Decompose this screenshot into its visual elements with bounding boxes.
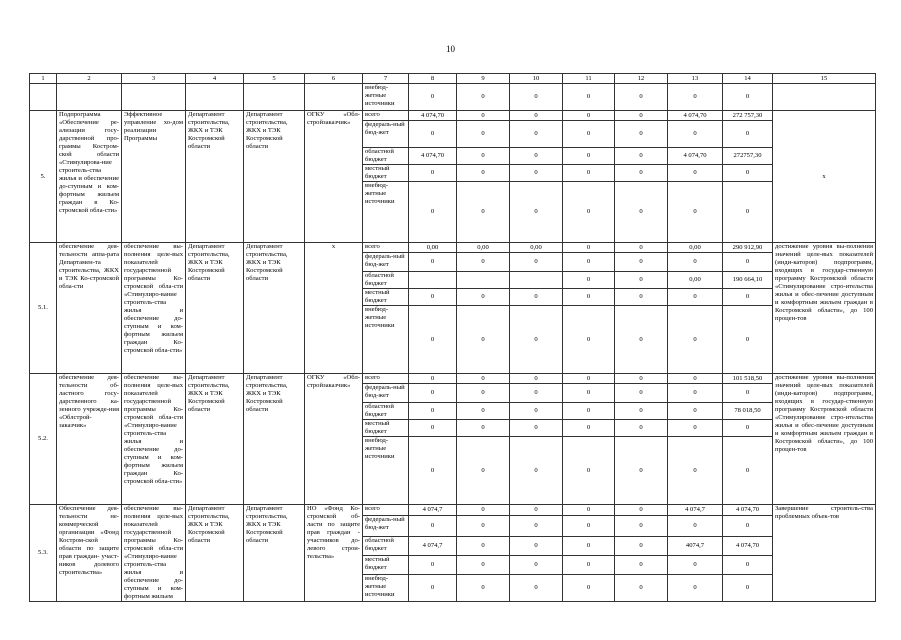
source-label: всего [363, 111, 409, 121]
value-cell: 0 [615, 111, 668, 121]
value-cell [510, 272, 563, 289]
value-cell: 0 [457, 253, 510, 272]
value-cell: 0 [563, 111, 615, 121]
executor: х [305, 243, 363, 374]
table-row [30, 505, 876, 516]
value-cell: 0 [510, 556, 563, 575]
coordinator-2: Департамент строительства, ЖКХ и ТЭК Костромской области [244, 505, 305, 602]
value-cell: 0 [615, 505, 668, 516]
value-cell: 0 [668, 556, 723, 575]
indicator: Эффективное управление хо-дом реализации Программы [122, 111, 186, 243]
source-label: федераль-ный бюд-жет [363, 253, 409, 272]
coordinator-2: Департамент строительства, ЖКХ и ТЭК Костромской области [244, 374, 305, 505]
value-cell: 0 [563, 243, 615, 253]
value-cell: 0 [510, 253, 563, 272]
source-label: областной бюджет [363, 148, 409, 165]
source-label: внебюд-жетные источники [363, 84, 409, 111]
value-cell: 0 [615, 574, 668, 601]
value-cell: 0 [563, 121, 615, 148]
value-cell: 0 [723, 515, 773, 536]
column-header: 14 [723, 74, 773, 84]
value-cell: 0 [409, 574, 457, 601]
coordinator: Департамент строительства, ЖКХ и ТЭК Костромской области [186, 111, 244, 243]
value-cell: 0 [457, 121, 510, 148]
empty-cell [30, 84, 57, 111]
value-cell: 0 [409, 515, 457, 536]
value-cell: 0 [563, 515, 615, 536]
value-cell: 0 [510, 306, 563, 374]
source-label: внебюд-жетные источники [363, 306, 409, 374]
row-id: 5.3. [30, 505, 57, 602]
column-header: 5 [244, 74, 305, 84]
column-header: 11 [563, 74, 615, 84]
value-cell: 0 [615, 165, 668, 182]
value-cell: 0 [615, 420, 668, 437]
value-cell: 0,00 [409, 243, 457, 253]
value-cell: 0 [668, 374, 723, 384]
source-label: внебюд-жетные источники [363, 574, 409, 601]
value-cell: 0 [615, 374, 668, 384]
event-name: обеспечение дея-тельности об-ластного госу-дарственного ка-зенного учрежде-ния «Облстрой-заказчик» [57, 374, 122, 505]
value-cell: 4 074,70 [668, 148, 723, 165]
value-cell: 0 [510, 111, 563, 121]
value-cell: 0 [615, 148, 668, 165]
value-cell: 0 [563, 536, 615, 556]
value-cell: 0 [457, 111, 510, 121]
value-cell: 78 018,50 [723, 403, 773, 420]
value-cell: 0 [615, 536, 668, 556]
event-name: Подпрограмма «Обеспечение ре-ализации госу-дарственной про-граммы Костром-ской области «Стимулирова-ние строитель-ства жилья и обеспечение до-ступным и ком-фортным жильем граждан в Ко-стромской обла-сти» [57, 111, 122, 243]
value-cell: 0 [457, 289, 510, 306]
value-cell: 0 [668, 182, 723, 243]
value-cell: 0 [723, 165, 773, 182]
value-cell: 0 [668, 84, 723, 111]
value-cell: 190 664,10 [723, 272, 773, 289]
column-header: 9 [457, 74, 510, 84]
value-cell: 0 [615, 289, 668, 306]
source-label: областной бюджет [363, 272, 409, 289]
value-cell: 101 518,50 [723, 374, 773, 384]
value-cell: 0 [615, 121, 668, 148]
value-cell: 0 [510, 420, 563, 437]
value-cell: 0 [409, 384, 457, 403]
event-name: обеспечение дея-тельности аппа-рата Департамен-та строительства, ЖКХ и ТЭК Ко-стромской обла-сти [57, 243, 122, 374]
value-cell: 0 [409, 84, 457, 111]
value-cell: 0 [510, 437, 563, 505]
source-label: местный бюджет [363, 556, 409, 575]
empty-cell [186, 84, 244, 111]
value-cell: 0 [668, 306, 723, 374]
value-cell: 0 [409, 403, 457, 420]
value-cell: 4 074,7 [668, 505, 723, 516]
value-cell: 0,00 [668, 272, 723, 289]
value-cell: 0 [563, 306, 615, 374]
executor: ОГКУ «Обл-стройзаказчик» [305, 111, 363, 243]
source-label: местный бюджет [363, 420, 409, 437]
value-cell: 0 [510, 182, 563, 243]
expected-result: х [773, 111, 876, 243]
source-label: федераль-ный бюд-жет [363, 121, 409, 148]
value-cell: 0 [563, 556, 615, 575]
value-cell: 0 [668, 574, 723, 601]
value-cell: 0 [615, 306, 668, 374]
source-label: местный бюджет [363, 289, 409, 306]
value-cell: 0 [723, 574, 773, 601]
row-id: 5. [30, 111, 57, 243]
value-cell: 0 [409, 306, 457, 374]
value-cell: 0 [668, 437, 723, 505]
value-cell: 0 [510, 505, 563, 516]
table-row [30, 111, 876, 121]
value-cell [409, 272, 457, 289]
value-cell: 0 [510, 384, 563, 403]
source-label: всего [363, 243, 409, 253]
value-cell: 0 [615, 515, 668, 536]
value-cell: 0 [723, 182, 773, 243]
value-cell: 0 [615, 182, 668, 243]
empty-cell [773, 84, 876, 111]
indicator: обеспечение вы-полнения целе-вых показателей государственной программы Ко-стромской обла-сти «Стимулиро-вание строитель-ства жилья и обеспечение до-ступным и ком-фортным жильем граждан Ко-стромской обла-сти» [122, 243, 186, 374]
empty-cell [122, 84, 186, 111]
column-header: 4 [186, 74, 244, 84]
value-cell: 0 [563, 165, 615, 182]
table-body [30, 74, 876, 602]
executor: ОГКУ «Обл-стройзаказчик» [305, 374, 363, 505]
coordinator: Департамент строительства, ЖКХ и ТЭК Костромской области [186, 505, 244, 602]
value-cell: 0 [510, 165, 563, 182]
table-row [30, 243, 876, 253]
value-cell [457, 272, 510, 289]
value-cell: 0 [457, 515, 510, 536]
row-id: 5.1. [30, 243, 57, 374]
value-cell: 0 [723, 306, 773, 374]
value-cell: 0 [510, 148, 563, 165]
value-cell: 0 [457, 384, 510, 403]
value-cell: 0,00 [668, 243, 723, 253]
value-cell: 0 [409, 121, 457, 148]
value-cell: 0 [615, 437, 668, 505]
column-header: 2 [57, 74, 122, 84]
value-cell: 0 [563, 148, 615, 165]
source-label: всего [363, 505, 409, 516]
value-cell: 0 [615, 253, 668, 272]
value-cell: 0 [723, 121, 773, 148]
empty-cell [57, 84, 122, 111]
value-cell: 0 [457, 306, 510, 374]
coordinator: Департамент строительства, ЖКХ и ТЭК Костромской области [186, 243, 244, 374]
value-cell: 4 074,7 [409, 536, 457, 556]
value-cell: 4 074,70 [668, 111, 723, 121]
empty-cell [305, 84, 363, 111]
indicator: обеспечение вы-полнения целе-вых показателей государственной программы Ко-стромской обла-сти «Стимулиро-вание строитель-ства жилья и обеспечение до-ступным и ком-фортным жильем [122, 505, 186, 602]
value-cell: 290 912,90 [723, 243, 773, 253]
column-header: 3 [122, 74, 186, 84]
expected-result: достижение уровня вы-полнения значений целе-вых показателей (инди-каторов) подпрограмм, входящих в государ-ственную программу Костромской области «Стимулирование стро-ительства жилья и обес-печение доступным и комфортным жильем граждан в Костромской области», до 100 процен-тов [773, 374, 876, 505]
value-cell: 0 [668, 121, 723, 148]
value-cell: 0 [457, 536, 510, 556]
column-header: 8 [409, 74, 457, 84]
source-label: федераль-ный бюд-жет [363, 515, 409, 536]
column-header: 12 [615, 74, 668, 84]
value-cell: 0 [457, 574, 510, 601]
value-cell: 0 [668, 420, 723, 437]
value-cell: 0 [457, 403, 510, 420]
value-cell: 0 [563, 420, 615, 437]
value-cell: 0 [668, 515, 723, 536]
page-number: 10 [446, 44, 455, 54]
value-cell: 0 [615, 84, 668, 111]
value-cell: 0 [615, 403, 668, 420]
value-cell: 0 [563, 403, 615, 420]
value-cell: 0 [563, 272, 615, 289]
value-cell: 0 [457, 182, 510, 243]
source-label: областной бюджет [363, 536, 409, 556]
value-cell: 0 [457, 374, 510, 384]
value-cell: 0 [563, 505, 615, 516]
budget-table [29, 73, 876, 602]
value-cell: 0 [409, 289, 457, 306]
value-cell: 0 [615, 272, 668, 289]
event-name: Обеспечение дея-тельности не-коммерческой организации «Фонд Костром-ской области по защите прав граждан- участ-ников долевого строительства» [57, 505, 122, 602]
source-label: внебюд-жетные источники [363, 182, 409, 243]
value-cell: 272757,30 [723, 148, 773, 165]
value-cell: 0 [563, 374, 615, 384]
value-cell: 0 [668, 253, 723, 272]
value-cell: 0 [510, 515, 563, 536]
column-header: 6 [305, 74, 363, 84]
executor: НО «Фонд Ко-стромской об-ласти по защите прав граждан - участников до-левого строи-тельства» [305, 505, 363, 602]
value-cell: 0 [668, 165, 723, 182]
value-cell: 0 [457, 148, 510, 165]
coordinator-2: Департамент строительства, ЖКХ и ТЭК Костромской области [244, 243, 305, 374]
value-cell: 0 [510, 84, 563, 111]
value-cell: 272 757,30 [723, 111, 773, 121]
value-cell: 4 074,70 [723, 536, 773, 556]
value-cell: 0 [563, 574, 615, 601]
value-cell: 0 [723, 84, 773, 111]
value-cell: 0 [409, 437, 457, 505]
value-cell: 0 [457, 505, 510, 516]
column-header: 1 [30, 74, 57, 84]
value-cell: 0 [457, 420, 510, 437]
indicator: обеспечение вы-полнения целе-вых показателей государственной программы Ко-стромской обла-сти «Стимулиро-вание строитель-ства жилья и обеспечение до-ступным и ком-фортным жильем граждан Ко-стромской обла-сти» [122, 374, 186, 505]
value-cell: 0,00 [510, 243, 563, 253]
value-cell: 0 [563, 437, 615, 505]
value-cell: 0 [409, 165, 457, 182]
value-cell: 0 [563, 289, 615, 306]
value-cell: 0 [615, 556, 668, 575]
value-cell: 0 [723, 253, 773, 272]
value-cell: 0 [510, 403, 563, 420]
source-label: областной бюджет [363, 403, 409, 420]
value-cell: 4 074,70 [409, 148, 457, 165]
value-cell: 0,00 [457, 243, 510, 253]
value-cell: 0 [409, 374, 457, 384]
column-header: 15 [773, 74, 876, 84]
coordinator: Департамент строительства, ЖКХ и ТЭК Костромской области [186, 374, 244, 505]
value-cell: 4 074,70 [723, 505, 773, 516]
value-cell: 0 [457, 84, 510, 111]
value-cell: 0 [510, 121, 563, 148]
value-cell: 0 [668, 403, 723, 420]
value-cell: 4 074,7 [409, 505, 457, 516]
value-cell: 4074,7 [668, 536, 723, 556]
column-header: 13 [668, 74, 723, 84]
value-cell: 0 [723, 420, 773, 437]
source-label: всего [363, 374, 409, 384]
source-label: внебюд-жетные источники [363, 437, 409, 505]
source-label: федераль-ный бюд-жет [363, 384, 409, 403]
value-cell: 0 [510, 289, 563, 306]
header-row [30, 74, 876, 84]
value-cell: 0 [668, 289, 723, 306]
value-cell: 0 [510, 374, 563, 384]
empty-cell [244, 84, 305, 111]
coordinator-2: Департамент строительства, ЖКХ и ТЭК Костромской области [244, 111, 305, 243]
value-cell: 0 [563, 182, 615, 243]
source-label: местный бюджет [363, 165, 409, 182]
value-cell: 0 [563, 84, 615, 111]
value-cell: 0 [409, 556, 457, 575]
value-cell: 0 [615, 384, 668, 403]
value-cell: 0 [563, 253, 615, 272]
value-cell: 0 [723, 289, 773, 306]
value-cell: 0 [615, 243, 668, 253]
expected-result: достижение уровня вы-полнения значений целе-вых показателей (инди-каторов) подпрограмм, входящих в государ-ственную программу Костромской области «Стимулирование стро-ительства жилья и обес-печение доступным и комфортным жильем граждан в Костромской области», до 100 процен-тов [773, 243, 876, 374]
value-cell: 0 [723, 384, 773, 403]
value-cell: 0 [723, 556, 773, 575]
table-row [30, 84, 876, 111]
value-cell: 4 074,70 [409, 111, 457, 121]
value-cell: 0 [457, 556, 510, 575]
row-id: 5.2. [30, 374, 57, 505]
value-cell: 0 [563, 384, 615, 403]
value-cell: 0 [723, 437, 773, 505]
value-cell: 0 [668, 384, 723, 403]
expected-result: Завершение строитель-ства проблемных объек-тов [773, 505, 876, 602]
value-cell: 0 [457, 165, 510, 182]
column-header: 7 [363, 74, 409, 84]
value-cell: 0 [409, 420, 457, 437]
value-cell: 0 [409, 253, 457, 272]
value-cell: 0 [409, 182, 457, 243]
value-cell: 0 [510, 574, 563, 601]
value-cell: 0 [457, 437, 510, 505]
value-cell: 0 [510, 536, 563, 556]
column-header: 10 [510, 74, 563, 84]
table-row [30, 374, 876, 384]
